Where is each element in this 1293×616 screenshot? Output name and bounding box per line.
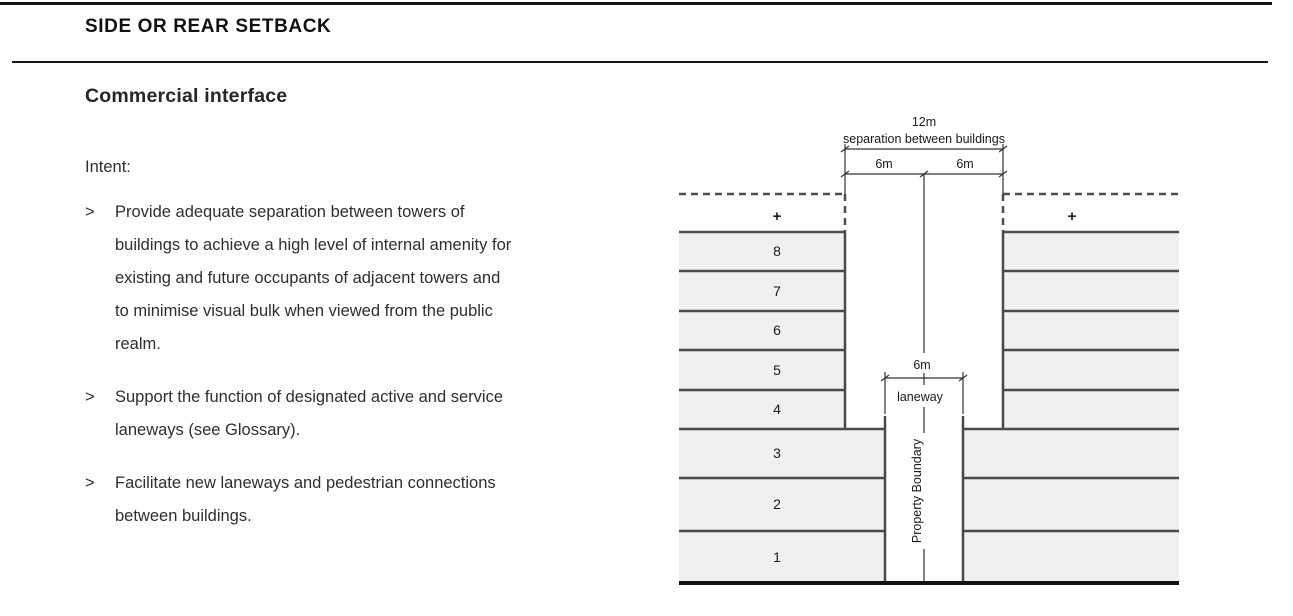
floor-number: 7 (773, 283, 781, 299)
property-boundary-label: Property Boundary (910, 438, 924, 544)
dimension-12m-caption: separation between buildings (843, 132, 1005, 146)
dimension-6m-right: 6m (956, 157, 974, 171)
laneway-label: laneway (897, 390, 943, 404)
bullet-line: buildings to achieve a high level of internal amenity for (115, 236, 512, 254)
floor-number: 2 (773, 496, 781, 512)
floor-number: 3 (773, 445, 781, 461)
bullet-marker: > (85, 388, 95, 406)
page-heading: Commercial interface (85, 85, 288, 107)
right-tower-body (1003, 232, 1179, 429)
left-tower-body (679, 232, 845, 429)
plus-symbol-right: + (1067, 208, 1077, 225)
floor-number: 5 (773, 362, 781, 378)
bullet-line: Facilitate new laneways and pedestrian connections (115, 474, 496, 492)
list-item (85, 467, 645, 533)
bullet-marker: > (85, 474, 95, 492)
bullet-text (115, 467, 496, 533)
right-podium-body (963, 429, 1179, 583)
bullet-text (115, 381, 503, 447)
floor-number: 1 (773, 549, 781, 565)
intent-label: Intent: (85, 158, 131, 176)
dimension-laneway-value: 6m (913, 358, 931, 372)
bullet-line: between buildings. (115, 507, 252, 525)
left-podium-body (679, 429, 885, 583)
plus-symbol-left: + (772, 208, 782, 225)
top-rule (0, 2, 1272, 5)
bullet-marker: > (85, 203, 95, 221)
dimension-12m-value: 12m (911, 115, 937, 129)
dashed-extension-outline (679, 194, 1179, 232)
floor-number: 4 (773, 401, 781, 417)
bullet-line: Support the function of designated active and service (115, 388, 503, 406)
section-title: SIDE OR REAR SETBACK (85, 16, 332, 37)
bullet-line: Provide adequate separation between towers of (115, 203, 465, 221)
bullet-text (115, 196, 511, 361)
bullet-line: existing and future occupants of adjacent towers and (115, 269, 501, 287)
setback-diagram (679, 110, 1179, 590)
dimension-6m-left: 6m (875, 157, 893, 171)
list-item (85, 381, 645, 447)
floor-number: 8 (773, 243, 781, 259)
setback-diagram-svg (679, 110, 1179, 590)
floor-number: 6 (773, 322, 781, 338)
sub-rule (12, 61, 1268, 63)
bullet-line: realm. (115, 335, 161, 353)
bullet-line: laneways (see Glossary). (115, 421, 301, 439)
bullet-line: to minimise visual bulk when viewed from the public (115, 302, 493, 320)
intent-bullet-list (85, 196, 645, 553)
list-item (85, 196, 645, 361)
